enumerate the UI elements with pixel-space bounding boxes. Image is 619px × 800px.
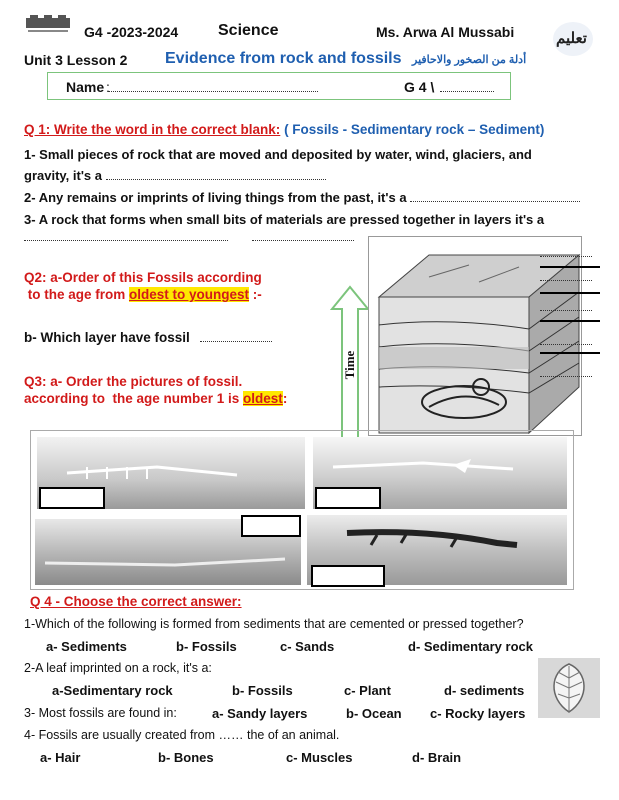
unit-label: Unit 3 Lesson 2 xyxy=(24,52,128,68)
q4-3-option-b[interactable]: b- Ocean xyxy=(346,706,402,721)
leaf-fossil-image xyxy=(538,658,600,718)
grade-label: G 4 \ xyxy=(404,79,435,95)
q2-highlight: oldest to youngest xyxy=(129,287,250,302)
q2-line1: Q2: a-Order of this Fossils according xyxy=(24,270,262,285)
q1-word-bank: ( Fossils - Sedimentary rock – Sediment) xyxy=(284,122,545,137)
layer-answer-3[interactable] xyxy=(540,310,592,311)
teacher-name: Ms. Arwa Al Mussabi xyxy=(376,24,515,40)
q4-question-2: 2-A leaf imprinted on a rock, it's a: xyxy=(24,661,212,675)
q4-options-1 xyxy=(0,639,619,657)
q4-1-option-a[interactable]: a- Sediments xyxy=(46,639,127,654)
grade-year: G4 -2023-2024 xyxy=(84,24,179,40)
layer-arrow-3 xyxy=(540,320,600,322)
logo-badge xyxy=(553,22,593,56)
q4-4-option-b[interactable]: b- Bones xyxy=(158,750,214,765)
fossil-pictures xyxy=(30,430,574,590)
q4-options-4 xyxy=(0,750,619,768)
layer-answer-2[interactable] xyxy=(540,280,592,281)
fossil-answer-box-4[interactable] xyxy=(311,565,385,587)
fossil-answer-box-3[interactable] xyxy=(241,515,301,537)
name-field[interactable] xyxy=(108,77,318,92)
q4-2-option-d[interactable]: d- sediments xyxy=(444,683,525,698)
q4-2-option-a[interactable]: a-Sedimentary rock xyxy=(52,683,173,698)
q2-line2: to the age from oldest to youngest :- xyxy=(24,287,262,302)
layer-arrow-2 xyxy=(540,292,600,294)
q1-item2: 2- Any remains or imprints of living things from the past, it's a xyxy=(24,190,580,205)
q1-item1-line2: gravity, it's a xyxy=(24,168,326,183)
name-label: Name xyxy=(66,79,105,95)
header-logo-left xyxy=(24,14,72,36)
q1-answer1[interactable] xyxy=(106,169,326,180)
layer-answer-5[interactable] xyxy=(540,376,592,377)
q4-question-4: 4- Fossils are usually created from …… the of an animal. xyxy=(24,728,340,742)
q4-1-option-c[interactable]: c- Sands xyxy=(280,639,335,654)
q1-prompt: Q 1: Write the word in the correct blank: xyxy=(24,122,281,137)
grade-field[interactable] xyxy=(440,77,494,92)
q1-answer3b[interactable] xyxy=(252,232,354,241)
q4-question-1: 1-Which of the following is formed from sediments that are cemented or pressed together? xyxy=(24,617,524,631)
q4-options-2 xyxy=(0,683,619,701)
layer-answer-4[interactable] xyxy=(540,344,592,345)
q4-3-option-a[interactable]: a- Sandy layers xyxy=(212,706,308,721)
time-label: Time xyxy=(342,350,357,380)
q4-2-option-b[interactable]: b- Fossils xyxy=(232,683,293,698)
q2-b: b- Which layer have fossil xyxy=(24,330,272,345)
layer-answer-lines xyxy=(540,256,600,386)
q2-b-answer[interactable] xyxy=(200,331,272,342)
q3-highlight: oldest xyxy=(243,391,283,406)
q1-item3: 3- A rock that forms when small bits of materials are pressed together in layers it's a xyxy=(24,212,545,227)
q1-answer3a[interactable] xyxy=(24,232,228,241)
q1-answer2[interactable] xyxy=(410,191,580,202)
q4-4-option-d[interactable]: d- Brain xyxy=(412,750,462,765)
lesson-title-ar: أدلة من الصخور والاحافير xyxy=(412,54,527,66)
q4-row-3 xyxy=(0,706,619,724)
q3-line1: Q3: a- Order the pictures of fossil. xyxy=(24,374,243,389)
layer-arrow-4 xyxy=(540,352,600,354)
fossil-answer-box-2[interactable] xyxy=(315,487,381,509)
q4-1-option-b[interactable]: b- Fossils xyxy=(176,639,237,654)
layer-arrow-1 xyxy=(540,266,600,268)
q4-question-3: 3- Most fossils are found in: xyxy=(24,706,177,720)
q1-item1-line1: 1- Small pieces of rock that are moved and deposited by water, wind, glaciers, and xyxy=(24,147,532,162)
q4-1-option-d[interactable]: d- Sedimentary rock xyxy=(408,639,533,654)
q4-3-option-c[interactable]: c- Rocky layers xyxy=(430,706,526,721)
subject: Science xyxy=(218,22,279,39)
q3-line2: according to the age number 1 is oldest: xyxy=(24,391,288,406)
name-box: Name : G 4 \ xyxy=(47,72,511,100)
lesson-title: Evidence from rock and fossils xyxy=(165,50,402,67)
fossil-answer-box-1[interactable] xyxy=(39,487,105,509)
q1-line xyxy=(24,122,544,137)
time-arrow xyxy=(330,285,370,445)
q4-4-option-c[interactable]: c- Muscles xyxy=(286,750,353,765)
q4-2-option-c[interactable]: c- Plant xyxy=(344,683,391,698)
q4-4-option-a[interactable]: a- Hair xyxy=(40,750,81,765)
logo-text: تعليم xyxy=(556,30,587,47)
layer-answer-1[interactable] xyxy=(540,256,592,257)
q4-title: Q 4 - Choose the correct answer: xyxy=(30,594,242,609)
